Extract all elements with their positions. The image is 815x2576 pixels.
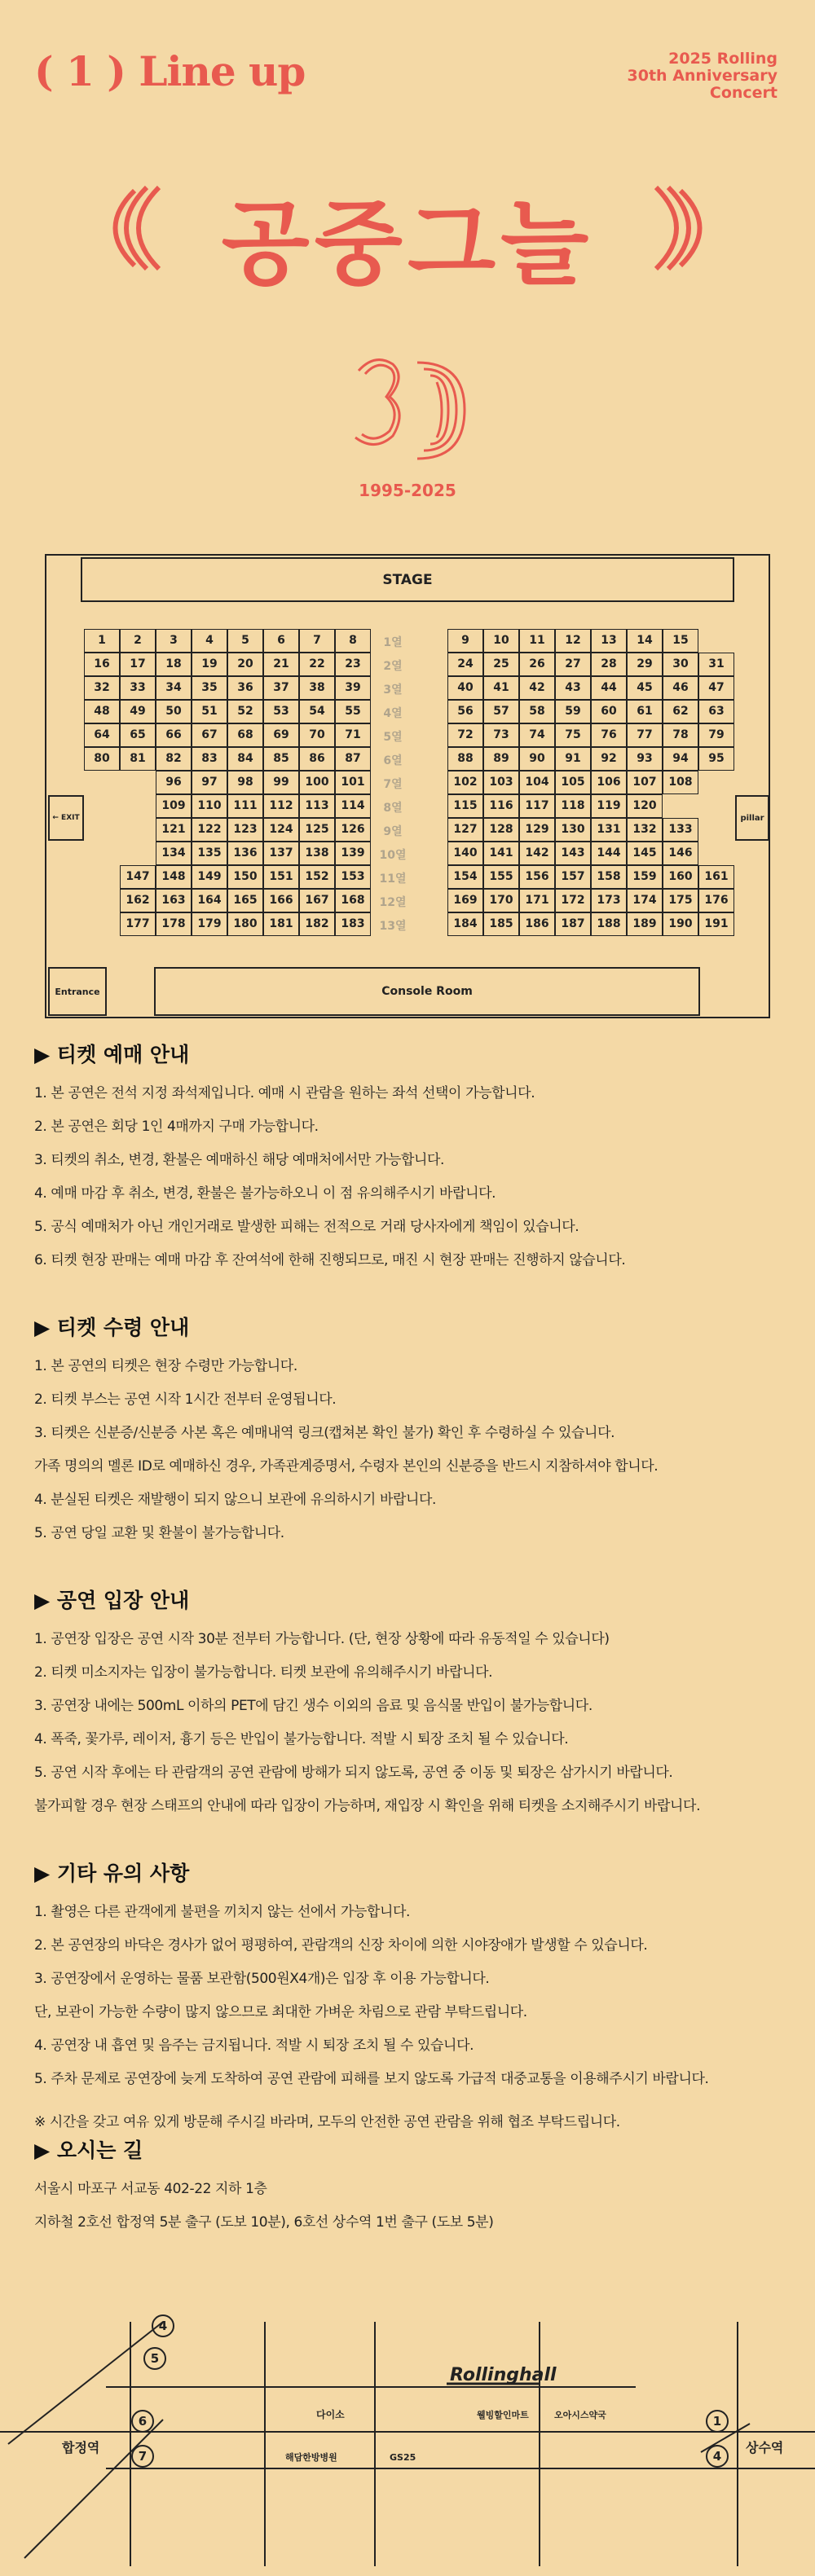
seat[interactable]: 188 [591, 912, 627, 936]
seat[interactable]: 62 [663, 700, 698, 723]
seat[interactable]: 174 [627, 889, 663, 912]
seat[interactable]: 95 [698, 747, 734, 771]
stage: STAGE [81, 557, 734, 602]
seat[interactable]: 91 [555, 747, 591, 771]
seat[interactable]: 154 [447, 865, 483, 889]
seat[interactable]: 180 [227, 912, 263, 936]
seat[interactable]: 20 [227, 653, 263, 676]
section-line: 5. 주차 문제로 공연장에 늦게 도착하여 공연 관람에 피해를 보지 않도록 가급적 대중교통을 이용해주시기 바랍니다. [34, 2071, 709, 2087]
seat[interactable]: 23 [335, 653, 371, 676]
seat[interactable]: 167 [299, 889, 335, 912]
seat[interactable]: 117 [519, 794, 555, 818]
row-label: 11열 [379, 873, 407, 886]
seat[interactable]: 34 [156, 676, 192, 700]
seat[interactable]: 35 [192, 676, 227, 700]
seat[interactable]: 8 [335, 629, 371, 653]
section-line: 5. 공연 당일 교환 및 환불이 불가능합니다. [34, 1525, 284, 1541]
seat[interactable]: 16 [84, 653, 120, 676]
seat[interactable]: 162 [120, 889, 156, 912]
seat[interactable]: 15 [663, 629, 698, 653]
seat[interactable]: 40 [447, 676, 483, 700]
seat[interactable]: 13 [591, 629, 627, 653]
seat[interactable]: 51 [192, 700, 227, 723]
seat[interactable]: 98 [227, 771, 263, 794]
anniversary-years: 1995-2025 [359, 481, 456, 500]
seat[interactable]: 74 [519, 723, 555, 747]
seat[interactable]: 144 [591, 842, 627, 865]
seat[interactable]: 123 [227, 818, 263, 842]
concert-line: 30th Anniversary [627, 67, 778, 85]
seat[interactable]: 112 [263, 794, 299, 818]
seat[interactable]: 65 [120, 723, 156, 747]
seat[interactable]: 189 [627, 912, 663, 936]
seat[interactable]: 143 [555, 842, 591, 865]
seat[interactable]: 142 [519, 842, 555, 865]
seat[interactable]: 88 [447, 747, 483, 771]
seat[interactable]: 58 [519, 700, 555, 723]
seat[interactable]: 18 [156, 653, 192, 676]
seat[interactable]: 45 [627, 676, 663, 700]
seat[interactable]: 92 [591, 747, 627, 771]
seat[interactable]: 43 [555, 676, 591, 700]
seat[interactable]: 12 [555, 629, 591, 653]
seat[interactable]: 86 [299, 747, 335, 771]
seat[interactable]: 164 [192, 889, 227, 912]
gs25-label: GS25 [390, 2452, 416, 2463]
section-line: 1. 촬영은 다른 관객에게 불편을 끼치지 않는 선에서 가능합니다. [34, 1904, 411, 1920]
rollinghall-label: Rollinghall [450, 2365, 557, 2385]
seat[interactable]: 163 [156, 889, 192, 912]
seat[interactable]: 27 [555, 653, 591, 676]
seat[interactable]: 28 [591, 653, 627, 676]
row-label: 2열 [383, 660, 403, 673]
seat[interactable]: 76 [591, 723, 627, 747]
seat[interactable]: 129 [519, 818, 555, 842]
seat[interactable]: 83 [192, 747, 227, 771]
seat[interactable]: 31 [698, 653, 734, 676]
seat[interactable]: 135 [192, 842, 227, 865]
section-line: 3. 공연장 내에는 500mL 이하의 PET에 담긴 생수 이외의 음료 및 음식물 반입이 불가능합니다. [34, 1698, 593, 1714]
seat[interactable]: 79 [698, 723, 734, 747]
seat[interactable]: 137 [263, 842, 299, 865]
seat[interactable]: 138 [299, 842, 335, 865]
seat[interactable]: 109 [156, 794, 192, 818]
seat[interactable]: 161 [698, 865, 734, 889]
section-line: 1. 본 공연은 전석 지정 좌석제입니다. 예매 시 관람을 원하는 좌석 선택이 가능합니다. [34, 1085, 535, 1101]
seat[interactable]: 81 [120, 747, 156, 771]
seat[interactable]: 36 [227, 676, 263, 700]
seat[interactable]: 122 [192, 818, 227, 842]
seat[interactable]: 38 [299, 676, 335, 700]
seat[interactable]: 183 [335, 912, 371, 936]
seat[interactable]: 110 [192, 794, 227, 818]
seat[interactable]: 119 [591, 794, 627, 818]
seat[interactable]: 160 [663, 865, 698, 889]
seat[interactable]: 130 [555, 818, 591, 842]
seat[interactable]: 87 [335, 747, 371, 771]
exit-number: 4 [712, 2449, 722, 2464]
seat[interactable]: 61 [627, 700, 663, 723]
seat[interactable]: 133 [663, 818, 698, 842]
seat[interactable]: 182 [299, 912, 335, 936]
seat[interactable]: 147 [120, 865, 156, 889]
seat[interactable]: 90 [519, 747, 555, 771]
section-line: 지하철 2호선 합정역 5분 출구 (도보 10분), 6호선 상수역 1번 출구 (도보 5분) [34, 2214, 494, 2231]
hospital-label: 해담한방병원 [285, 2452, 337, 2463]
seat[interactable]: 168 [335, 889, 371, 912]
seat[interactable]: 63 [698, 700, 734, 723]
section-line: 2. 티켓 부스는 공연 시작 1시간 전부터 운영됩니다. [34, 1391, 337, 1408]
seat[interactable]: 111 [227, 794, 263, 818]
seat[interactable]: 190 [663, 912, 698, 936]
seat[interactable]: 157 [555, 865, 591, 889]
seat[interactable]: 82 [156, 747, 192, 771]
seat[interactable]: 37 [263, 676, 299, 700]
seat[interactable]: 165 [227, 889, 263, 912]
seat[interactable]: 9 [447, 629, 483, 653]
concert-line: Concert [709, 84, 778, 102]
section-heading: ▶ 기타 유의 사항 [34, 1862, 190, 1885]
seat[interactable]: 173 [591, 889, 627, 912]
seat[interactable]: 71 [335, 723, 371, 747]
seat[interactable]: 186 [519, 912, 555, 936]
seat[interactable]: 67 [192, 723, 227, 747]
seat[interactable]: 30 [663, 653, 698, 676]
seat[interactable]: 89 [483, 747, 519, 771]
seat[interactable]: 178 [156, 912, 192, 936]
section-line: 3. 공연장에서 운영하는 물품 보관함(500원X4개)은 입장 후 이용 가능합니다. [34, 1971, 490, 1987]
seat[interactable]: 5 [227, 629, 263, 653]
section-line: 단, 보관이 가능한 수량이 많지 않으므로 최대한 가벼운 차림으로 관람 부탁드립니다. [34, 2004, 527, 2020]
seat[interactable]: 17 [120, 653, 156, 676]
section-line: 5. 공식 예매처가 아닌 개인거래로 발생한 피해는 전적으로 거래 당사자에게 책임이 있습니다. [34, 1219, 579, 1235]
section-heading: ▶ 공연 입장 안내 [34, 1589, 190, 1612]
seat[interactable]: 114 [335, 794, 371, 818]
seat[interactable]: 152 [299, 865, 335, 889]
row-label: 1열 [383, 636, 403, 649]
section-line: 2. 본 공연은 회당 1인 4매까지 구매 가능합니다. [34, 1119, 319, 1135]
seat[interactable]: 85 [263, 747, 299, 771]
exit-number: 4 [158, 2319, 168, 2333]
seat[interactable]: 10 [483, 629, 519, 653]
section-heading: ▶ 티켓 수령 안내 [34, 1316, 190, 1339]
seat[interactable]: 3 [156, 629, 192, 653]
section-note: ※ 시간을 갖고 여유 있게 방문해 주시길 바라며, 모두의 안전한 공연 관람을 위해 협조 부탁드립니다. [34, 2114, 620, 2130]
seat[interactable]: 153 [335, 865, 371, 889]
seat[interactable]: 148 [156, 865, 192, 889]
seat[interactable]: 140 [447, 842, 483, 865]
seat[interactable]: 48 [84, 700, 120, 723]
pillar: pillar [735, 795, 769, 841]
seat[interactable]: 170 [483, 889, 519, 912]
right-bracket-icon [644, 179, 734, 277]
concert-title: 공중그늘 [221, 191, 594, 297]
seat[interactable]: 97 [192, 771, 227, 794]
seat[interactable]: 108 [663, 771, 698, 794]
seat[interactable]: 132 [627, 818, 663, 842]
section-line: 가족 명의의 멜론 ID로 예매하신 경우, 가족관계증명서, 수령자 본인의 신분증을 반드시 지참하셔야 합니다. [34, 1458, 659, 1475]
seat[interactable]: 46 [663, 676, 698, 700]
mart-label: 웰빙할인마트 [477, 2410, 529, 2420]
seat[interactable]: 191 [698, 912, 734, 936]
row-label: 5열 [383, 731, 403, 744]
exit-sign: ← EXIT [48, 795, 84, 841]
directions-map [0, 2306, 815, 2574]
seat[interactable]: 155 [483, 865, 519, 889]
seat[interactable]: 127 [447, 818, 483, 842]
seat[interactable]: 149 [192, 865, 227, 889]
exit-number: 1 [712, 2414, 722, 2429]
seat[interactable]: 156 [519, 865, 555, 889]
seat[interactable]: 126 [335, 818, 371, 842]
seat[interactable]: 64 [84, 723, 120, 747]
section-line: 서울시 마포구 서교동 402-22 지하 1층 [34, 2181, 267, 2197]
seat[interactable]: 69 [263, 723, 299, 747]
seat[interactable]: 93 [627, 747, 663, 771]
section-line: 불가피할 경우 현장 스태프의 안내에 따라 입장이 가능하며, 재입장 시 확인을 위해 티켓을 소지해주시기 바랍니다. [34, 1798, 701, 1814]
seat[interactable]: 53 [263, 700, 299, 723]
seat[interactable]: 124 [263, 818, 299, 842]
seat[interactable]: 179 [192, 912, 227, 936]
row-label: 9열 [383, 825, 403, 838]
seat[interactable]: 49 [120, 700, 156, 723]
row-label: 10열 [379, 849, 407, 862]
seat[interactable]: 104 [519, 771, 555, 794]
section-line: 1. 본 공연의 티켓은 현장 수령만 가능합니다. [34, 1358, 297, 1374]
seat[interactable]: 78 [663, 723, 698, 747]
row-label: 13열 [379, 920, 407, 933]
seat[interactable]: 116 [483, 794, 519, 818]
seat[interactable]: 52 [227, 700, 263, 723]
sangsu-station: 상수역 [746, 2440, 784, 2455]
seat[interactable]: 115 [447, 794, 483, 818]
seat[interactable]: 94 [663, 747, 698, 771]
seat[interactable]: 184 [447, 912, 483, 936]
seat[interactable]: 39 [335, 676, 371, 700]
seat[interactable]: 96 [156, 771, 192, 794]
seat[interactable]: 172 [555, 889, 591, 912]
seat[interactable]: 166 [263, 889, 299, 912]
entrance: Entrance [48, 967, 107, 1016]
section-line: 6. 티켓 현장 판매는 예매 마감 후 잔여석에 한해 진행되므로, 매진 시 현장 판매는 진행하지 않습니다. [34, 1252, 626, 1268]
seat[interactable]: 146 [663, 842, 698, 865]
concert-subtitle [566, 51, 778, 102]
seat[interactable]: 84 [227, 747, 263, 771]
seat[interactable]: 32 [84, 676, 120, 700]
seat[interactable]: 73 [483, 723, 519, 747]
seat[interactable]: 72 [447, 723, 483, 747]
seat[interactable]: 134 [156, 842, 192, 865]
section-line: 4. 예매 마감 후 취소, 변경, 환불은 불가능하오니 이 점 유의해주시기 바랍니다. [34, 1185, 496, 1202]
section-heading: ▶ 티켓 예매 안내 [34, 1043, 190, 1066]
seat[interactable]: 175 [663, 889, 698, 912]
section-heading: ▶ 오시는 길 [34, 2139, 143, 2162]
seat[interactable]: 29 [627, 653, 663, 676]
section-line: 3. 티켓의 취소, 변경, 환불은 예매하신 해당 예매처에서만 가능합니다. [34, 1152, 445, 1168]
seat[interactable]: 118 [555, 794, 591, 818]
row-label: 7열 [383, 778, 403, 791]
seat[interactable]: 159 [627, 865, 663, 889]
seat[interactable]: 171 [519, 889, 555, 912]
daiso-label: 다이소 [316, 2409, 345, 2420]
seat[interactable]: 6 [263, 629, 299, 653]
exit-number: 5 [150, 2351, 160, 2366]
seat[interactable]: 80 [84, 747, 120, 771]
seat[interactable]: 47 [698, 676, 734, 700]
seat[interactable]: 99 [263, 771, 299, 794]
seat[interactable]: 75 [555, 723, 591, 747]
seat[interactable]: 158 [591, 865, 627, 889]
seat[interactable]: 150 [227, 865, 263, 889]
exit-number: 6 [138, 2414, 148, 2429]
seat[interactable]: 19 [192, 653, 227, 676]
section-line: 2. 본 공연장의 바닥은 경사가 없어 평평하여, 관람객의 신장 차이에 의한 시야장애가 발생할 수 있습니다. [34, 1937, 648, 1954]
pharmacy-label: 오아시스약국 [554, 2410, 606, 2420]
seat[interactable]: 60 [591, 700, 627, 723]
seat[interactable]: 187 [555, 912, 591, 936]
concert-line: 2025 Rolling [668, 50, 778, 68]
section-line: 2. 티켓 미소지자는 입장이 불가능합니다. 티켓 보관에 유의해주시기 바랍니다. [34, 1664, 493, 1681]
row-label: 4열 [383, 707, 403, 720]
seat[interactable]: 68 [227, 723, 263, 747]
seat[interactable]: 107 [627, 771, 663, 794]
seat[interactable]: 101 [335, 771, 371, 794]
hapjeong-station: 합정역 [62, 2440, 100, 2455]
seat[interactable]: 176 [698, 889, 734, 912]
seat[interactable]: 131 [591, 818, 627, 842]
lineup-title: ( 1 ) Line up [34, 47, 306, 95]
row-label: 6열 [383, 754, 403, 767]
seat[interactable]: 100 [299, 771, 335, 794]
seat[interactable]: 41 [483, 676, 519, 700]
seat[interactable]: 120 [627, 794, 663, 818]
section-line: 4. 공연장 내 흡연 및 음주는 금지됩니다. 적발 시 퇴장 조치 될 수 있습니다. [34, 2038, 474, 2054]
seat[interactable]: 102 [447, 771, 483, 794]
seat[interactable]: 11 [519, 629, 555, 653]
seat[interactable]: 54 [299, 700, 335, 723]
seat[interactable]: 44 [591, 676, 627, 700]
section-line: 4. 폭죽, 꽃가루, 레이저, 흉기 등은 반입이 불가능합니다. 적발 시 퇴장 조치 될 수 있습니다. [34, 1731, 569, 1747]
seat[interactable]: 125 [299, 818, 335, 842]
seat[interactable]: 103 [483, 771, 519, 794]
seat[interactable]: 22 [299, 653, 335, 676]
seat[interactable]: 169 [447, 889, 483, 912]
seat[interactable]: 77 [627, 723, 663, 747]
row-label: 8열 [383, 802, 403, 815]
seat[interactable]: 151 [263, 865, 299, 889]
seat[interactable]: 185 [483, 912, 519, 936]
seat[interactable]: 24 [447, 653, 483, 676]
seat[interactable]: 121 [156, 818, 192, 842]
seat[interactable]: 56 [447, 700, 483, 723]
seat[interactable]: 141 [483, 842, 519, 865]
seat[interactable]: 25 [483, 653, 519, 676]
seat[interactable]: 2 [120, 629, 156, 653]
seat[interactable]: 50 [156, 700, 192, 723]
seat[interactable]: 70 [299, 723, 335, 747]
section-line: 4. 분실된 티켓은 재발행이 되지 않으니 보관에 유의하시기 바랍니다. [34, 1492, 437, 1508]
seat[interactable]: 26 [519, 653, 555, 676]
seat[interactable]: 113 [299, 794, 335, 818]
seat[interactable]: 1 [84, 629, 120, 653]
seat[interactable]: 136 [227, 842, 263, 865]
seat[interactable]: 66 [156, 723, 192, 747]
seat[interactable]: 57 [483, 700, 519, 723]
seat[interactable]: 21 [263, 653, 299, 676]
row-label: 3열 [383, 684, 403, 697]
seat[interactable]: 4 [192, 629, 227, 653]
seat[interactable]: 139 [335, 842, 371, 865]
console-room: Console Room [154, 967, 700, 1016]
seat[interactable]: 14 [627, 629, 663, 653]
seat[interactable]: 55 [335, 700, 371, 723]
section-line: 5. 공연 시작 후에는 타 관람객의 공연 관람에 방해가 되지 않도록, 공연 중 이동 및 퇴장은 삼가시기 바랍니다. [34, 1765, 673, 1781]
exit-number: 7 [138, 2449, 148, 2464]
seat[interactable]: 7 [299, 629, 335, 653]
seat-map [45, 554, 770, 1018]
seat[interactable]: 181 [263, 912, 299, 936]
row-label: 12열 [379, 896, 407, 909]
section-line: 1. 공연장 입장은 공연 시작 30분 전부터 가능합니다. (단, 현장 상황에 따라 유동적일 수 있습니다) [34, 1631, 610, 1647]
seat[interactable]: 128 [483, 818, 519, 842]
seat[interactable]: 105 [555, 771, 591, 794]
seat[interactable]: 33 [120, 676, 156, 700]
section-line: 3. 티켓은 신분증/신분증 사본 혹은 예매내역 링크(캡쳐본 확인 불가) 확인 후 수령하실 수 있습니다. [34, 1425, 615, 1441]
seat[interactable]: 145 [627, 842, 663, 865]
anniversary-logo-icon [342, 346, 489, 477]
seat[interactable]: 59 [555, 700, 591, 723]
seat[interactable]: 42 [519, 676, 555, 700]
seat[interactable]: 106 [591, 771, 627, 794]
seat[interactable]: 177 [120, 912, 156, 936]
